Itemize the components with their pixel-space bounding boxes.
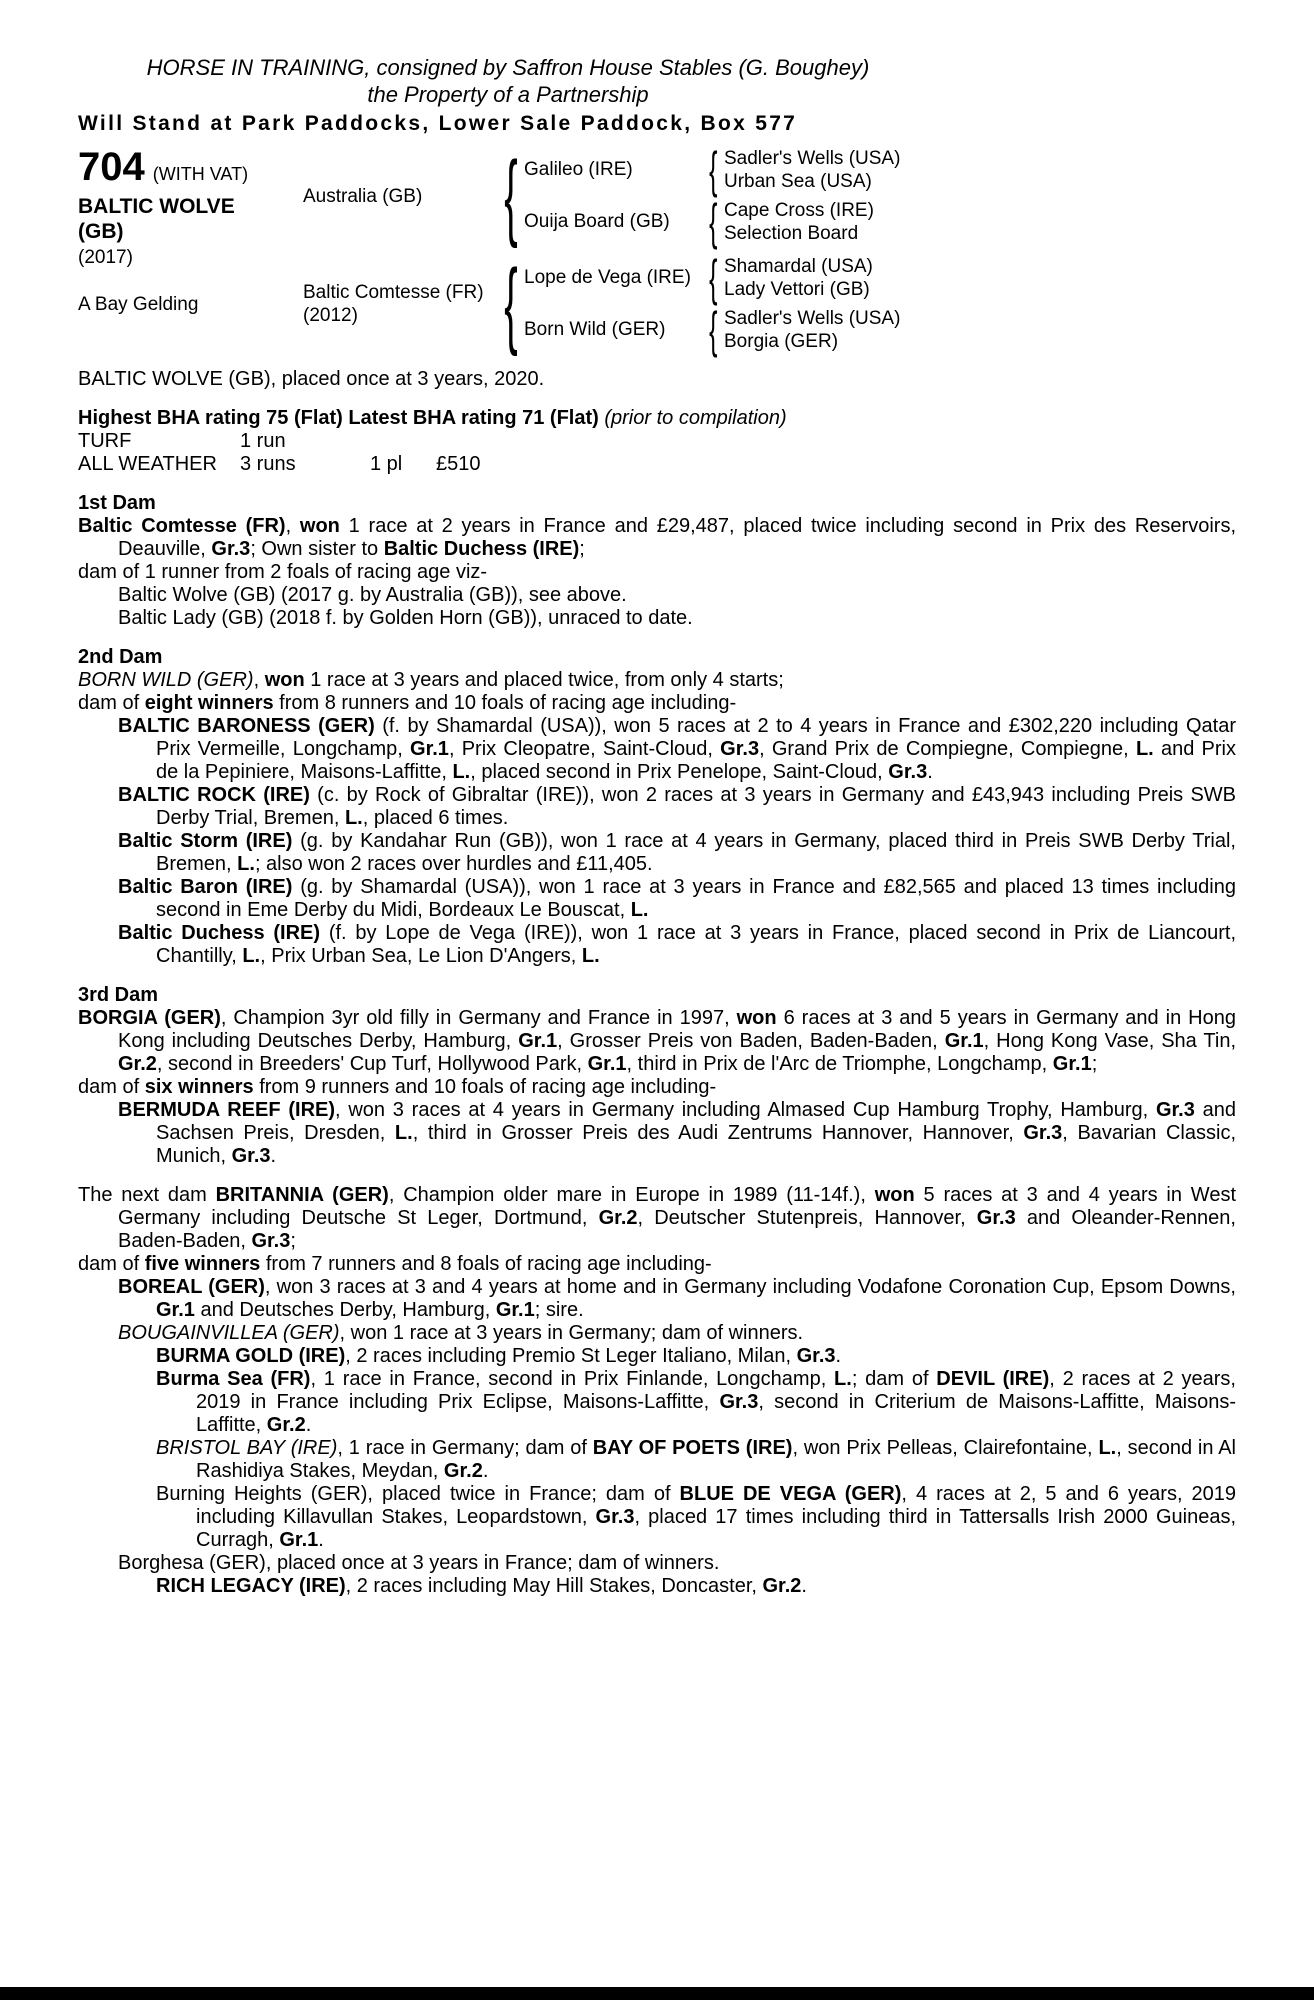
lot-number-line [78, 146, 303, 188]
produce-entry [156, 1437, 1236, 1483]
text: (f. by Shamardal (USA)), won 5 races at 2 to 4 years in France and £302,220 including Qatar Prix Vermeille, Longchamp, [156, 715, 1236, 760]
text: , Prix Cleopatre, Saint-Cloud, [448, 738, 721, 760]
text: The next dam [78, 1184, 216, 1206]
produce-entry [118, 1322, 1236, 1345]
text: (g. by Shamardal (USA)), won 1 race at 3 years in France and £82,565 and placed 13 times including second in Eme Derby du Midi, Bordeaux Le Bouscat, [156, 876, 1236, 921]
dam-name-text: Baltic Comtesse (FR) [303, 282, 484, 303]
text: ; [290, 1230, 296, 1252]
bold-text: six winners [144, 1076, 254, 1098]
text: . [835, 1345, 842, 1367]
text: . [318, 1529, 324, 1551]
bold-text: won [299, 515, 340, 537]
second-dam-produce-intro [78, 692, 1236, 715]
ancestor-name: Sadler's Wells (USA) [724, 308, 901, 329]
bold-text: Burma Sea (FR) [156, 1368, 311, 1390]
bold-text: Gr.3 [720, 738, 760, 760]
text: ; Own sister to [250, 538, 384, 560]
bold-text: won [736, 1007, 777, 1029]
produce-entry [118, 876, 1236, 922]
great-grandparents [724, 199, 874, 245]
bold-text: Gr.2 [762, 1575, 802, 1597]
bold-text: BOREAL (GER) [118, 1276, 265, 1298]
dam-branch [303, 254, 1236, 354]
bold-text: BURMA GOLD (IRE) [156, 1345, 346, 1367]
third-dam-produce-intro [78, 1076, 1236, 1099]
bold-text: L. [237, 853, 255, 875]
text: , second in Breeders' Cup Turf, Hollywood Park, [156, 1053, 588, 1075]
next-dam-paragraph [78, 1184, 1236, 1253]
record-cell: 3 runs [240, 453, 296, 475]
section-heading-2nd-dam [78, 646, 1236, 669]
great-grandparents [724, 255, 873, 301]
text: ; also won 2 races over hurdles and £11,405. [254, 853, 653, 875]
brace-icon [498, 254, 524, 354]
text: ; [1091, 1053, 1098, 1075]
text: , Hong Kong Vase, Sha Tin, [983, 1030, 1237, 1052]
text: , [253, 669, 265, 691]
horse-name-line2: (GB) [78, 220, 124, 243]
produce-entry [156, 1368, 1236, 1437]
horse-description: A Bay Gelding [78, 294, 199, 315]
bold-text: BORGIA (GER) [78, 1007, 221, 1029]
ancestor-name: Sadler's Wells (USA) [724, 148, 901, 169]
text: , second in Al Rashidiya Stakes, Meydan, [196, 1437, 1237, 1482]
brace-icon [702, 147, 724, 193]
bold-text: L. [1135, 738, 1154, 760]
italic-text: BOUGAINVILLEA (GER) [118, 1322, 340, 1344]
bold-text: Gr.1 [279, 1529, 319, 1551]
text: Burning Heights (GER), placed twice in France; dam of [156, 1483, 680, 1505]
text: , Grand Prix de Compiegne, Compiegne, [759, 738, 1136, 760]
produce-entry [118, 784, 1236, 830]
text: , placed 6 times. [362, 807, 509, 829]
text: BALTIC WOLVE (GB), placed once at 3 years, 2020. [78, 368, 545, 390]
text: , second in Criterium de Maisons-Laffitte, Maisons-Laffitte, [196, 1391, 1236, 1436]
text: Baltic Wolve (GB) (2017 g. by Australia (GB)), see above. [118, 584, 627, 606]
text: from 8 runners and 10 foals of racing age including- [273, 692, 737, 714]
italic-text: BORN WILD (GER) [78, 669, 254, 691]
ancestor-name: Cape Cross (IRE) [724, 200, 874, 221]
body-blocks [78, 368, 1236, 1598]
text: 6 races at 3 and 5 years in Germany and in Hong Kong including Deutsches Derby, Hamburg, [118, 1007, 1236, 1052]
bold-text: L. [581, 945, 600, 967]
maternal-granddam-row [524, 307, 1236, 353]
text: , 1 race in France, second in Prix Finlande, Longchamp, [310, 1368, 835, 1390]
section-heading-3rd-dam [78, 984, 1236, 1007]
produce-entry [118, 830, 1236, 876]
bold-text: Gr.1 [944, 1030, 984, 1052]
text: , Grosser Preis von Baden, Baden-Baden, [557, 1030, 945, 1052]
bold-text: BRITANNIA (GER) [215, 1184, 389, 1206]
text: , won 1 race at 3 years in Germany; dam of winners. [339, 1322, 804, 1344]
bold-text: Gr.3 [595, 1506, 635, 1528]
produce-entry [118, 1099, 1236, 1168]
paternal-granddam-row [524, 199, 1236, 245]
produce-entry [118, 922, 1236, 968]
horse-name [78, 194, 303, 244]
text: , Deutscher Stutenpreis, Hannover, [637, 1207, 977, 1229]
sire-name: Australia (GB) [303, 185, 423, 207]
bold-text: Gr.1 [518, 1030, 558, 1052]
bold-text: won [874, 1184, 915, 1206]
third-dam-paragraph [78, 1007, 1236, 1076]
bold-text: Gr.1 [587, 1053, 627, 1075]
text: , 1 race in Germany; dam of [337, 1437, 593, 1459]
brace-icon [702, 307, 724, 353]
text: ; [579, 538, 585, 560]
ancestor-name: Lady Vettori (GB) [724, 279, 870, 300]
produce-entry [118, 1552, 1236, 1575]
ancestor-name: Selection Board [724, 223, 859, 244]
bold-text: Gr.3 [976, 1207, 1016, 1229]
text: , Champion 3yr old filly in Germany and France in 1997, [220, 1007, 737, 1029]
pedigree-table [78, 146, 1236, 354]
stand-location-line: Will Stand at Park Paddocks, Lower Sale Paddock, Box 577 [78, 112, 798, 135]
maternal-granddam-name: Born Wild (GER) [524, 319, 666, 340]
text: Borghesa (GER), placed once at 3 years in France; dam of winners. [118, 1552, 720, 1574]
text: , Prix Urban Sea, Le Lion D'Angers, [260, 945, 582, 967]
bold-text: BLUE DE VEGA (GER) [679, 1483, 902, 1505]
bold-text: Gr.2 [443, 1460, 483, 1482]
text: 1 race at 3 years and placed twice, from only 4 starts; [304, 669, 784, 691]
text: dam of [78, 1076, 145, 1098]
ancestor-name: Borgia (GER) [724, 331, 839, 352]
text: , won 3 races at 3 and 4 years at home and in Germany including Vodafone Coronation Cup, Epsom Downs, [264, 1276, 1236, 1298]
bold-text: Gr.2 [266, 1414, 306, 1436]
text: 5 races at 3 and 4 years in West Germany including Deutsche St Leger, Dortmund, [118, 1184, 1236, 1229]
text: from 9 runners and 10 foals of racing age including- [253, 1076, 717, 1098]
bold-text: Gr.2 [118, 1053, 157, 1075]
horse-name-line1: BALTIC WOLVE [78, 195, 235, 218]
bold-text: RICH LEGACY (IRE) [156, 1575, 346, 1597]
ancestor-name: Shamardal (USA) [724, 256, 873, 277]
produce-entry [118, 607, 1236, 630]
pedigree-tree [303, 146, 1236, 354]
bold-text: L. [1098, 1437, 1117, 1459]
bold-text: 3rd Dam [78, 984, 159, 1006]
bold-text: Gr.3 [211, 538, 251, 560]
produce-entry [156, 1345, 1236, 1368]
record-cell: £510 [436, 453, 481, 475]
text: , [285, 515, 300, 537]
bha-rating-line [78, 407, 1236, 430]
text: . [482, 1460, 489, 1482]
text: , 2 races at 2 years, 2019 in France including Prix Eclipse, Maisons-Laffitte, [196, 1368, 1236, 1413]
text: , third in Grosser Preis des Audi Zentrums Hannover, Hannover, [412, 1122, 1024, 1144]
bold-text: won [264, 669, 305, 691]
bold-text: five winners [144, 1253, 261, 1275]
text: , 2 races including Premio St Leger Italiano, Milan, [345, 1345, 797, 1367]
first-dam-produce-intro [78, 561, 1236, 584]
great-grandparents [724, 147, 900, 193]
dam-grandparents [524, 255, 1236, 353]
race-record-summary [78, 368, 1236, 391]
bold-text: Gr.3 [888, 761, 928, 783]
bold-text: Baltic Comtesse (FR) [78, 515, 286, 537]
bold-text: L. [394, 1122, 413, 1144]
foaling-year: (2017) [78, 247, 133, 268]
maternal-grandsire-row [524, 255, 1236, 301]
text: . [270, 1145, 277, 1167]
record-cell: TURF [78, 430, 132, 452]
bold-text: Gr.1 [410, 738, 449, 760]
record-cell [370, 430, 436, 453]
lot-info [78, 146, 303, 354]
paternal-grandsire-name: Galileo (IRE) [524, 159, 633, 180]
text: dam of 1 runner from 2 foals of racing age viz- [78, 561, 488, 583]
next-dam-produce-intro [78, 1253, 1236, 1276]
bold-text: Highest BHA rating 75 (Flat) Latest BHA rating 71 (Flat) [78, 407, 605, 429]
text: (c. by Rock of Gibraltar (IRE)), won 2 races at 3 years in Germany and £43,943 including Preis SWB Derby Trial, Bremen, [156, 784, 1236, 829]
text: , placed 17 times including third in Tattersalls Irish 2000 Guineas, Curragh, [196, 1506, 1237, 1551]
bold-text: L. [242, 945, 261, 967]
bold-text: BALTIC ROCK (IRE) [118, 784, 310, 806]
bold-text: Gr.3 [251, 1230, 291, 1252]
text: and Deutsches Derby, Hamburg, [194, 1299, 496, 1321]
italic-text: (prior to compilation) [604, 407, 787, 429]
sire-branch [303, 146, 1236, 246]
bold-text: L. [452, 761, 471, 783]
text: . [927, 761, 933, 783]
produce-entry [156, 1575, 1236, 1598]
text: (g. by Kandahar Run (GB)), won 1 race at 4 years in Germany, placed third in Preis SWB Derby Trial, Bremen, [156, 830, 1236, 875]
italic-text: BRISTOL BAY (IRE) [156, 1437, 338, 1459]
text: Baltic Lady (GB) (2018 f. by Golden Horn (GB)), unraced to date. [118, 607, 693, 629]
record-row-turf [78, 430, 1236, 453]
text: , won Prix Pelleas, Clairefontaine, [792, 1437, 1099, 1459]
text: and Sachsen Preis, Dresden, [156, 1099, 1236, 1144]
consignor-line: HORSE IN TRAINING, consigned by Saffron House Stables (G. Boughey) [146, 55, 870, 80]
produce-entry [118, 584, 1236, 607]
bold-text: Gr.2 [598, 1207, 638, 1229]
brace-icon [702, 199, 724, 245]
bold-text: eight winners [144, 692, 274, 714]
text: 1 race at 2 years in France and £29,487, placed twice including second in Prix des Reservoirs, Deauville, [118, 515, 1237, 560]
dam-name [303, 281, 498, 327]
text: from 7 runners and 8 foals of racing age including- [260, 1253, 712, 1275]
bold-text: L. [630, 899, 649, 921]
text: and Oleander-Rennen, Baden-Baden, [118, 1207, 1236, 1252]
bold-text: DEVIL (IRE) [936, 1368, 1050, 1390]
bold-text: Gr.3 [1023, 1122, 1063, 1144]
dam-year: (2012) [303, 305, 358, 326]
bold-text: Baltic Duchess (IRE) [118, 922, 321, 944]
text: , won 3 races at 4 years in Germany including Almased Cup Hamburg Trophy, Hamburg, [335, 1099, 1156, 1121]
produce-entry [156, 1483, 1236, 1552]
text: dam of [78, 1253, 145, 1275]
bold-text: Gr.1 [1052, 1053, 1092, 1075]
ancestor-name: Urban Sea (USA) [724, 171, 872, 192]
bold-text: Gr.1 [495, 1299, 535, 1321]
maternal-grandsire-name: Lope de Vega (IRE) [524, 267, 691, 288]
lot-number: 704 [78, 145, 145, 189]
record-cell: 1 pl [370, 453, 403, 475]
text: dam of [78, 692, 145, 714]
brace-icon [702, 255, 724, 301]
bold-text: BAY OF POETS (IRE) [592, 1437, 793, 1459]
paternal-grandsire-row [524, 147, 1236, 193]
produce-entry [118, 715, 1236, 784]
bold-text: BERMUDA REEF (IRE) [118, 1099, 336, 1121]
text: and Prix de la Pepiniere, Maisons-Laffitte, [156, 738, 1236, 783]
bold-text: L. [344, 807, 363, 829]
bold-text: Baltic Baron (IRE) [118, 876, 293, 898]
text: , third in Prix de l'Arc de Triomphe, Longchamp, [626, 1053, 1053, 1075]
produce-entry [118, 1276, 1236, 1322]
vat-note: (WITH VAT) [152, 164, 249, 184]
bold-text: Gr.3 [231, 1145, 271, 1167]
text: . [305, 1414, 312, 1436]
text: , placed second in Prix Penelope, Saint-Cloud, [470, 761, 889, 783]
text: , 2 races including May Hill Stakes, Doncaster, [345, 1575, 763, 1597]
section-heading-1st-dam [78, 492, 1236, 515]
bottom-scan-bar [0, 1987, 1314, 2000]
bold-text: Baltic Duchess (IRE) [383, 538, 580, 560]
text: ; sire. [534, 1299, 584, 1321]
text: , Bavarian Classic, Munich, [156, 1122, 1236, 1167]
text: . [801, 1575, 807, 1597]
bold-text: Gr.3 [719, 1391, 759, 1413]
bold-text: Gr.1 [156, 1299, 195, 1321]
property-line: the Property of a Partnership [367, 82, 649, 107]
paternal-granddam-name: Ouija Board (GB) [524, 211, 670, 232]
bold-text: Gr.3 [1155, 1099, 1195, 1121]
record-row-all-weather [78, 453, 1236, 476]
record-cell: ALL WEATHER [78, 453, 217, 475]
bold-text: 2nd Dam [78, 646, 163, 668]
text: (f. by Lope de Vega (IRE)), won 1 race at 3 years in France, placed second in Prix de Liancourt, Chantilly, [156, 922, 1236, 967]
brace-icon [498, 146, 524, 246]
sire-grandparents [524, 147, 1236, 245]
bold-text: Gr.3 [796, 1345, 836, 1367]
bold-text: L. [834, 1368, 852, 1390]
bold-text: Baltic Storm (IRE) [118, 830, 293, 852]
text: , 4 races at 2, 5 and 6 years, 2019 including Killavullan Stakes, Leopardstown, [196, 1483, 1237, 1528]
great-grandparents [724, 307, 900, 353]
record-cell: 1 run [240, 430, 286, 452]
first-dam-paragraph [78, 515, 1236, 561]
bold-text: 1st Dam [78, 492, 156, 514]
bold-text: BALTIC BARONESS (GER) [118, 715, 375, 737]
second-dam-paragraph [78, 669, 1236, 692]
text: ; dam of [851, 1368, 937, 1390]
text: , Champion older mare in Europe in 1989 (11-14f.), [388, 1184, 875, 1206]
